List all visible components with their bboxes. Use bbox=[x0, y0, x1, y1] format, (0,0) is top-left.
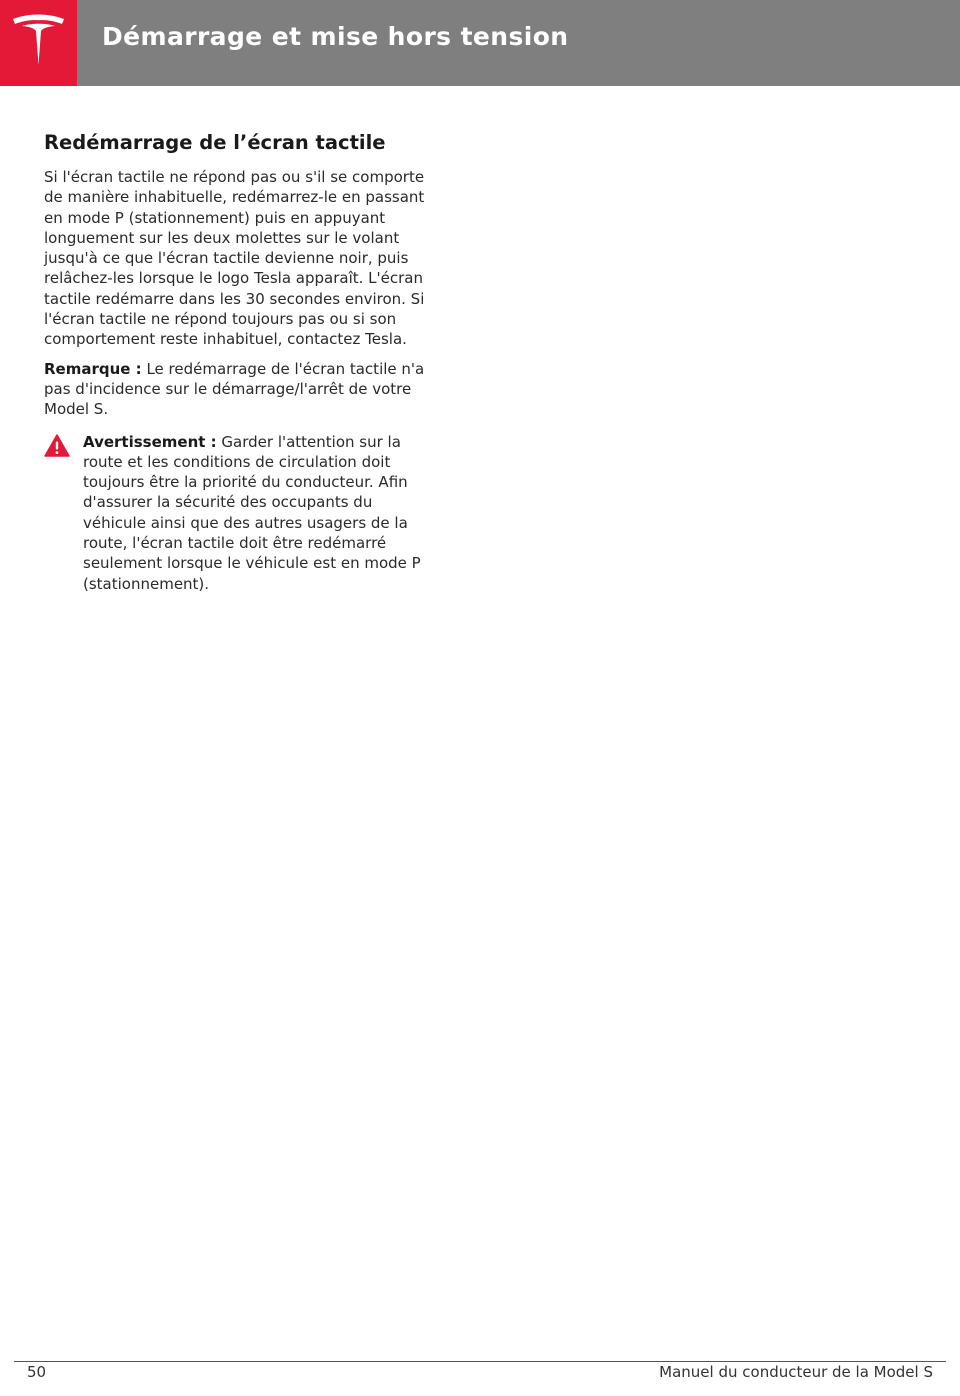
brand-logo-box bbox=[0, 0, 77, 86]
page-number: 50 bbox=[27, 1363, 47, 1381]
main-content bbox=[44, 130, 439, 594]
note-label: Remarque : bbox=[44, 359, 142, 378]
chapter-title: Démarrage et mise hors tension bbox=[102, 22, 569, 51]
note-paragraph bbox=[44, 359, 439, 420]
warning-triangle-icon bbox=[44, 434, 70, 457]
page-header bbox=[0, 0, 960, 86]
warning-label: Avertissement : bbox=[83, 432, 217, 451]
body-paragraph: Si l'écran tactile ne répond pas ou s'il se comporte de manière inhabituelle, redémarrez-le en passant en mode P (stationnement) puis en appuyant longuement sur les deux molettes sur le volant jusqu'à ce que l'écran tactile devienne noir, puis relâchez-les lorsque le logo Tesla apparaît. L'écran tactile redémarre dans les 30 secondes environ. Si l'écran tactile ne répond toujours pas ou si son comportement reste inhabituel, contactez Tesla. bbox=[44, 168, 425, 349]
footer-divider bbox=[14, 1361, 946, 1362]
tesla-logo-icon bbox=[11, 14, 66, 66]
warning-block bbox=[44, 432, 439, 594]
manual-name: Manuel du conducteur de la Model S bbox=[659, 1363, 933, 1381]
warning-paragraph bbox=[83, 432, 439, 594]
note-text: Le redémarrage de l'écran tactile n'a pas d'incidence sur le démarrage/l'arrêt de votre Model S. bbox=[44, 359, 425, 419]
warning-text: Garder l'attention sur la route et les conditions de circulation doit toujours être la priorité du conducteur. Afin d'assurer la sécurité des occupants du véhicule ainsi que des autres usagers de la route, l'écran tactile doit être redémarré seulement lorsque le véhicule est en mode P (stationnement). bbox=[83, 432, 421, 593]
section-heading: Redémarrage de l’écran tactile bbox=[44, 131, 386, 154]
